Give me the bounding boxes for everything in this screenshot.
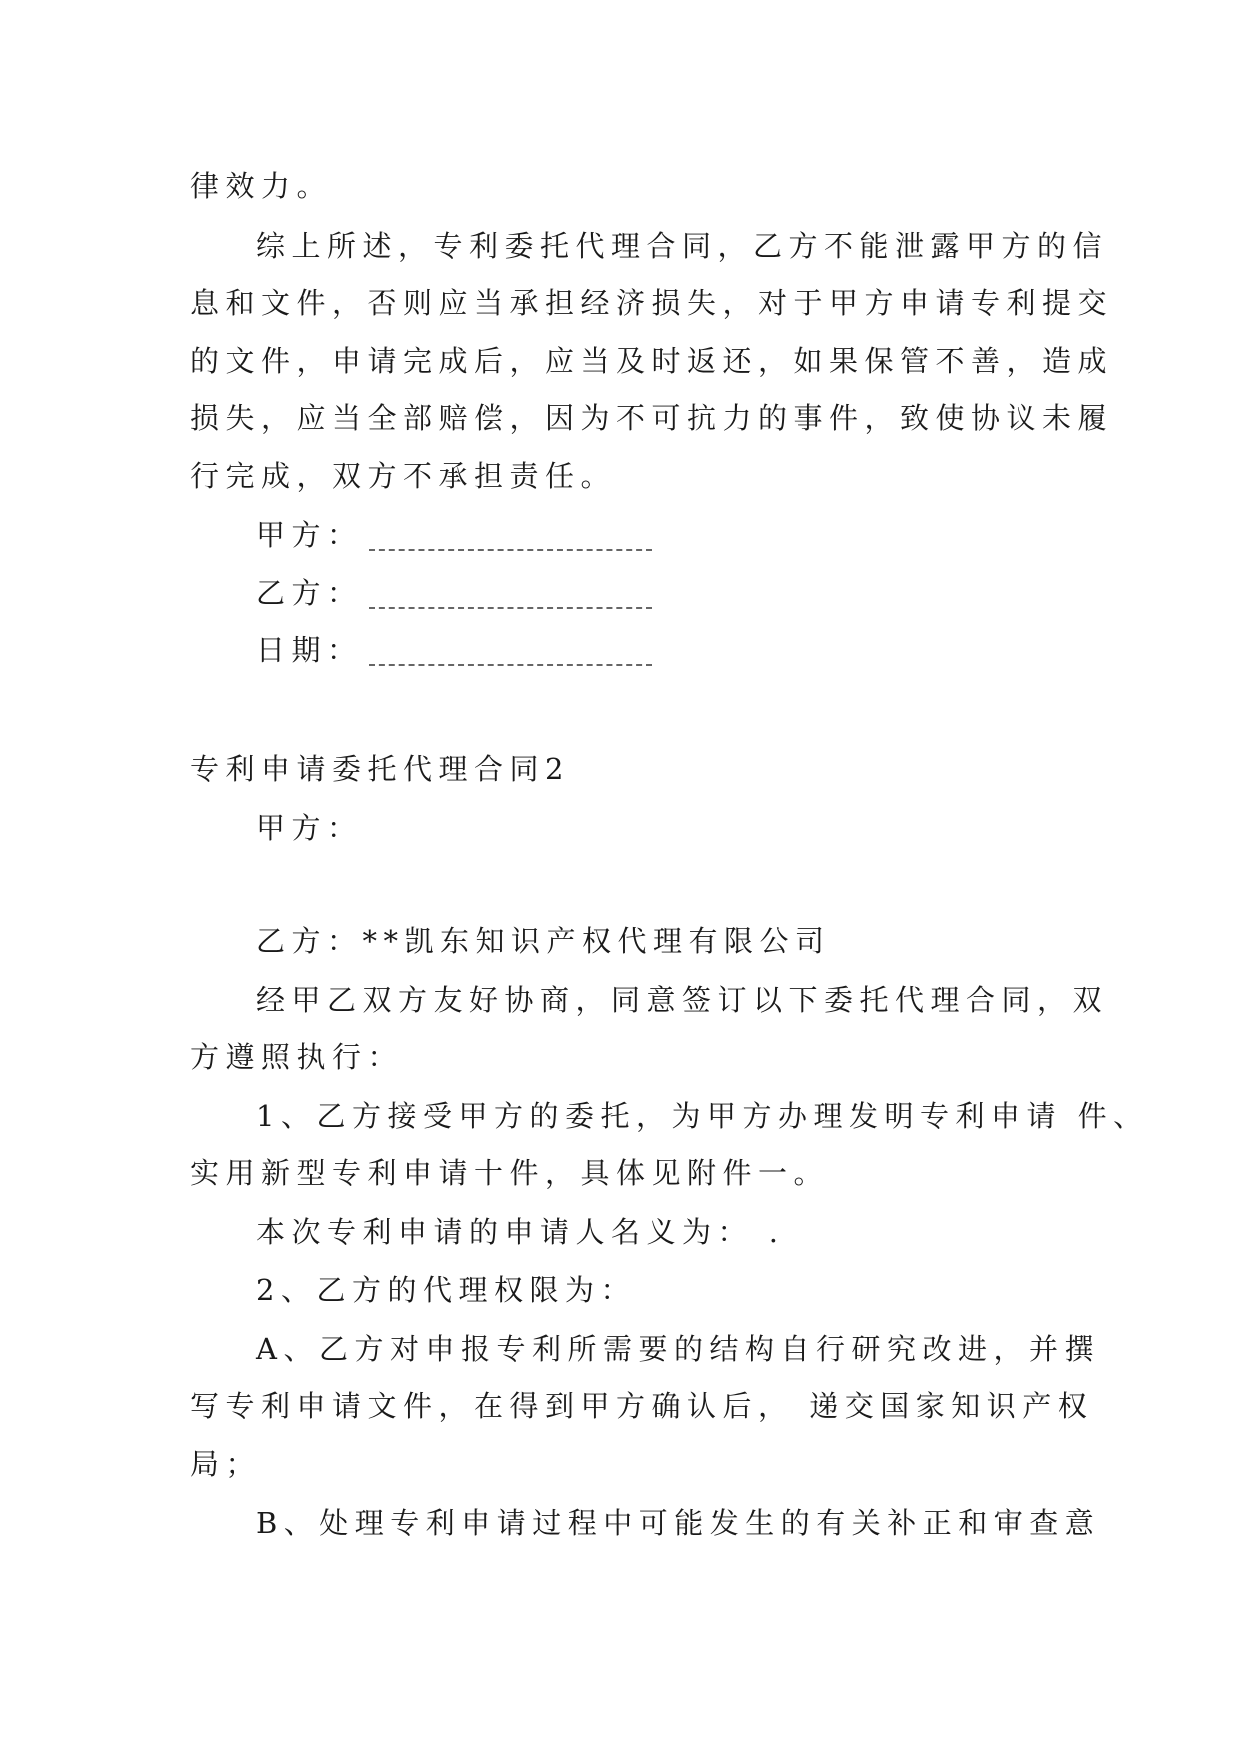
signature-blank bbox=[369, 662, 652, 666]
signature-label: 日期： bbox=[256, 633, 363, 667]
body-line: 本次专利申请的申请人名义为： . bbox=[256, 1215, 785, 1249]
body-line: 综上所述，专利委托代理合同，乙方不能泄露甲方的信 bbox=[256, 229, 1109, 263]
signature-party-b bbox=[256, 573, 1050, 613]
signature-party-a bbox=[256, 515, 1050, 555]
signature-date bbox=[256, 630, 1050, 670]
body-line: B、处理专利申请过程中可能发生的有关补正和审查意 bbox=[256, 1506, 1101, 1540]
body-line: 息和文件，否则应当承担经济损失，对于甲方申请专利提交 bbox=[190, 286, 1114, 320]
signature-label: 乙方： bbox=[256, 576, 363, 610]
body-line: 方遵照执行： bbox=[190, 1040, 404, 1074]
body-line: 实用新型专利申请十件，具体见附件一。 bbox=[190, 1156, 830, 1190]
body-line: 局； bbox=[190, 1447, 262, 1481]
body-line: 经甲乙双方友好协商，同意签订以下委托代理合同，双 bbox=[256, 983, 1109, 1017]
body-line: 律效力。 bbox=[190, 169, 333, 203]
body-line: 1、乙方接受甲方的委托，为甲方办理发明专利申请 件、 bbox=[256, 1099, 1149, 1133]
signature-blank bbox=[369, 547, 652, 551]
body-line: 2、乙方的代理权限为： bbox=[256, 1273, 636, 1307]
body-line: A、乙方对申报专利所需要的结构自行研究改进，并撰 bbox=[256, 1332, 1100, 1366]
party-a-line: 甲方： bbox=[256, 811, 363, 845]
body-line: 写专利申请文件，在得到甲方确认后， 递交国家知识产权 bbox=[190, 1389, 1094, 1423]
body-line: 的文件，申请完成后，应当及时返还，如果保管不善，造成 bbox=[190, 344, 1114, 378]
signature-label: 甲方： bbox=[256, 518, 363, 552]
party-b-line: 乙方：**凯东知识产权代理有限公司 bbox=[256, 924, 831, 958]
section-title: 专利申请委托代理合同2 bbox=[190, 752, 570, 786]
signature-blank bbox=[369, 605, 652, 609]
body-line: 行完成，双方不承担责任。 bbox=[190, 459, 617, 493]
body-line: 损失，应当全部赔偿，因为不可抗力的事件，致使协议未履 bbox=[190, 401, 1114, 435]
